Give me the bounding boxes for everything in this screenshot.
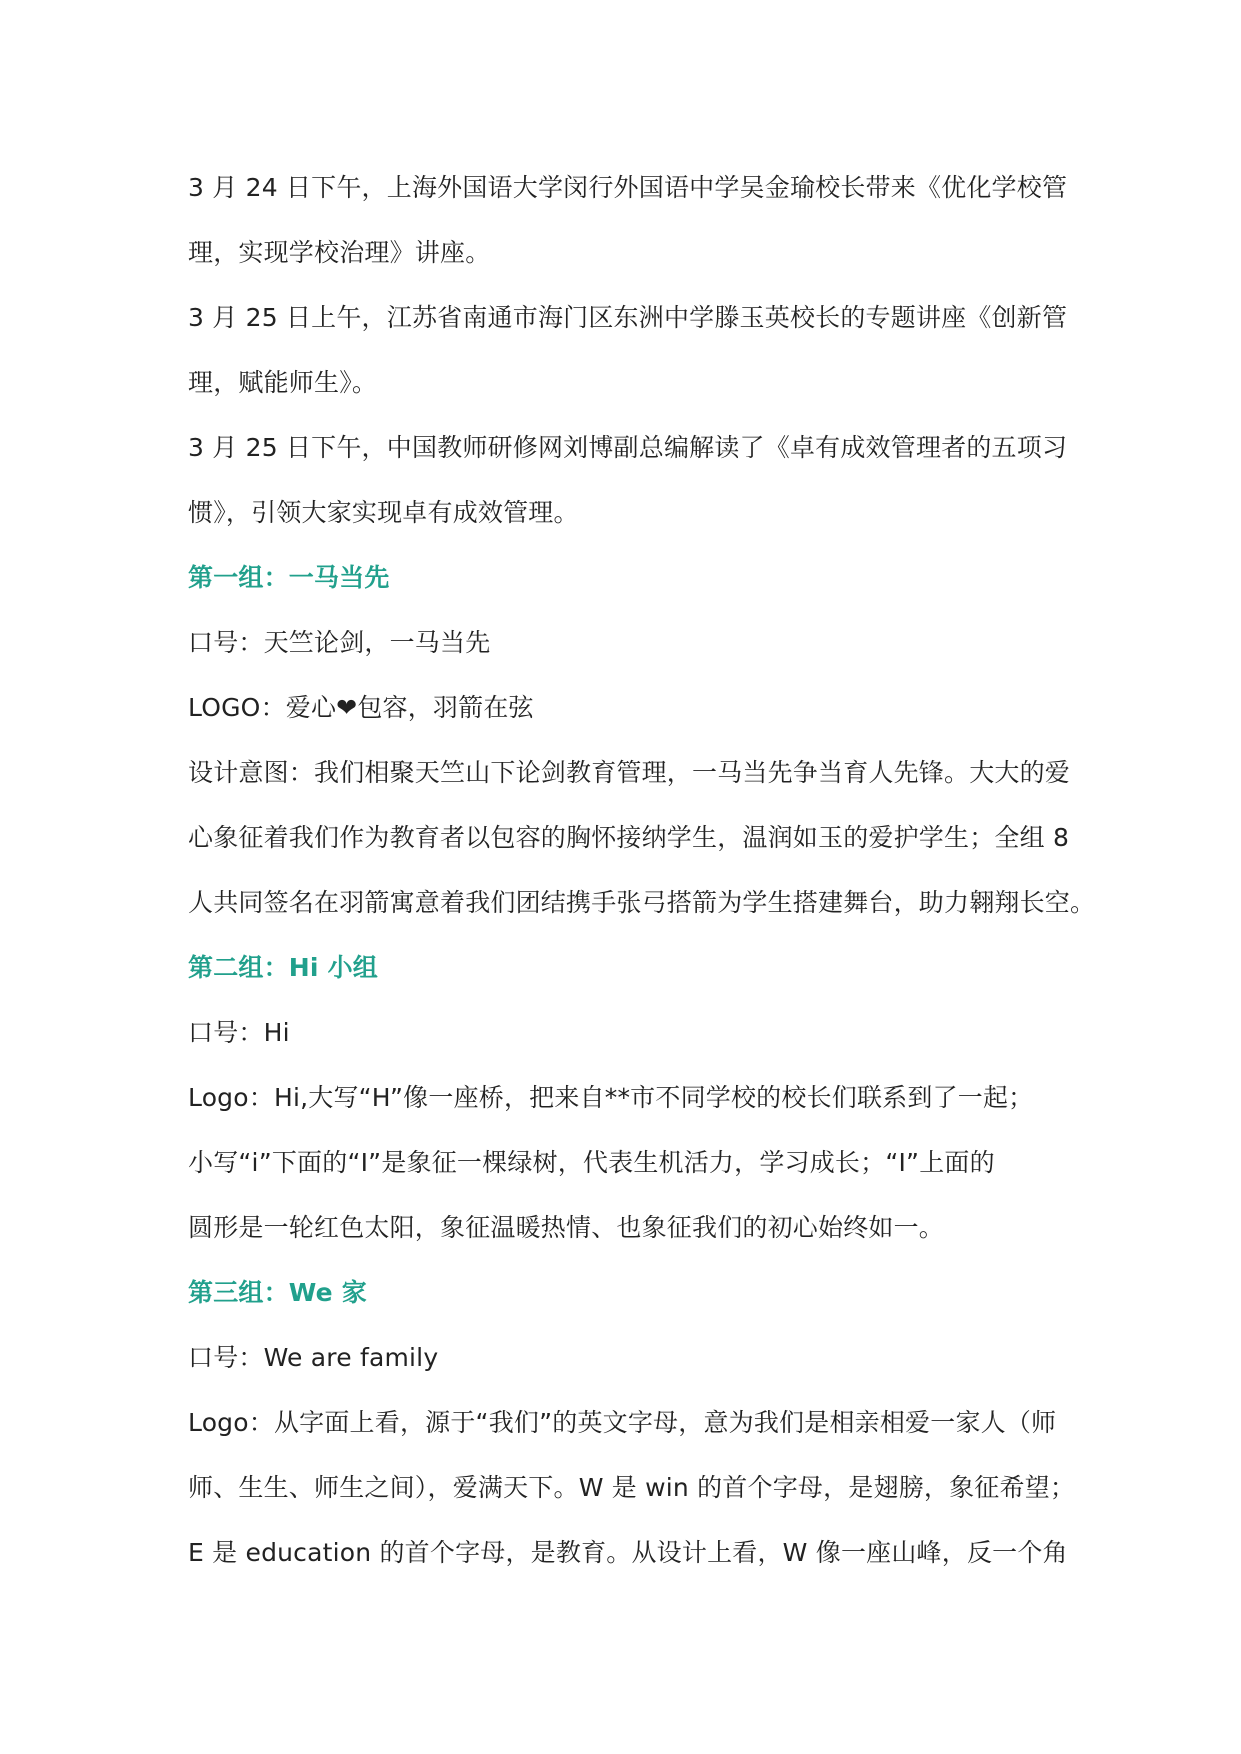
paragraph-line: 理，实现学校治理》讲座。: [188, 238, 491, 267]
document-page: [188, 155, 1096, 1585]
paragraph-line: 小写“i”下面的“I”是象征一棵绿树，代表生机活力，学习成长；“I”上面的: [188, 1148, 995, 1177]
paragraph-line: 师、生生、师生之间），爱满天下。W 是 win 的首个字母，是翅膀，象征希望；: [188, 1473, 1076, 1502]
paragraph-line: 人共同签名在羽箭寓意着我们团结携手张弓搭箭为学生搭建舞台，助力翱翔长空。: [188, 888, 1096, 917]
paragraph-line: LOGO：爱心❤包容，羽箭在弦: [188, 693, 534, 722]
paragraph-line: 口号：We are family: [188, 1343, 439, 1372]
paragraph-line: 3 月 25 日下午，中国教师研修网刘博副总编解读了《卓有成效管理者的五项习: [188, 433, 1068, 462]
paragraph-line: 设计意图：我们相聚天竺山下论剑教育管理，一马当先争当育人先锋。大大的爱: [188, 758, 1071, 787]
paragraph-line: 惯》，引领大家实现卓有成效管理。: [188, 498, 579, 527]
paragraph-line: 心象征着我们作为教育者以包容的胸怀接纳学生，温润如玉的爱护学生；全组 8: [188, 823, 1070, 852]
paragraph-line: 3 月 24 日下午，上海外国语大学闵行外国语中学吴金瑜校长带来《优化学校管: [188, 173, 1068, 202]
paragraph-line: 口号：天竺论剑，一马当先: [188, 628, 491, 657]
paragraph-line: 理，赋能师生》。: [188, 368, 378, 397]
paragraph-line: 圆形是一轮红色太阳，象征温暖热情、也象征我们的初心始终如一。: [188, 1213, 945, 1242]
group-heading-3: 第三组：We 家: [188, 1278, 367, 1307]
paragraph-line: Logo：从字面上看，源于“我们”的英文字母，意为我们是相亲相爱一家人（师: [188, 1408, 1057, 1437]
paragraph-line: 口号：Hi: [188, 1018, 290, 1047]
group-heading-1: 第一组：一马当先: [188, 563, 390, 592]
paragraph-line: 3 月 25 日上午，江苏省南通市海门区东洲中学滕玉英校长的专题讲座《创新管: [188, 303, 1068, 332]
paragraph-line: Logo：Hi,大写“H”像一座桥，把来自**市不同学校的校长们联系到了一起；: [188, 1083, 1034, 1112]
group-heading-2: 第二组：Hi 小组: [188, 953, 378, 982]
paragraph-line: E 是 education 的首个字母，是教育。从设计上看，W 像一座山峰，反一个角: [188, 1538, 1068, 1567]
